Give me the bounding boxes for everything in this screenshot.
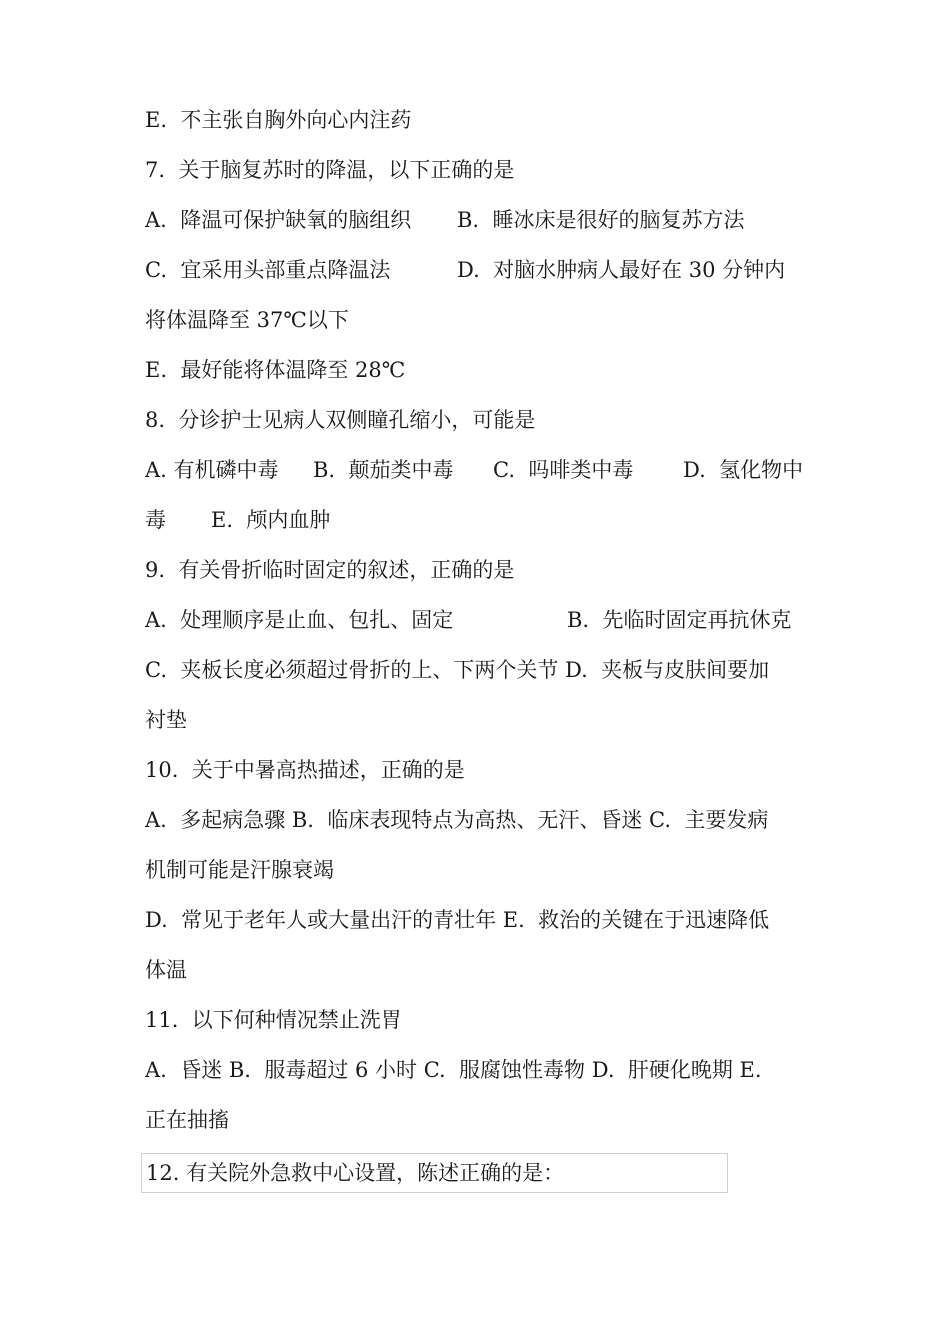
line-text: E. 不主张自胸外向心内注药 <box>145 108 412 132</box>
option-line <box>145 653 810 687</box>
continuation-line <box>145 1103 810 1137</box>
option-line <box>145 603 810 637</box>
question-box <box>141 1153 728 1193</box>
line-text: 体温 <box>145 958 187 982</box>
continuation-line <box>145 303 810 337</box>
continuation-line <box>145 853 810 887</box>
continuation-line <box>145 503 810 537</box>
line-text: 11. 以下何种情况禁止洗胃 <box>145 1008 402 1032</box>
line-text: E. 最好能将体温降至 28℃ <box>145 358 406 382</box>
option-line <box>145 453 810 487</box>
option-text: A. 有机磷中毒 <box>145 458 279 482</box>
option-text: C. 吗啡类中毒 <box>493 458 634 482</box>
option-text: 毒 <box>145 508 166 532</box>
line-text: 9. 有关骨折临时固定的叙述，正确的是 <box>145 558 515 582</box>
line-text: 将体温降至 37℃以下 <box>145 308 349 332</box>
line-text: 机制可能是汗腺衰竭 <box>145 858 334 882</box>
line-text: 7. 关于脑复苏时的降温，以下正确的是 <box>145 158 515 182</box>
option-text: D. 氢化物中 <box>683 458 804 482</box>
option-line <box>145 103 810 137</box>
question-line <box>145 1003 810 1037</box>
option-text: A. 处理顺序是止血、包扎、固定 <box>145 608 454 632</box>
option-text: B. 睡冰床是很好的脑复苏方法 <box>457 208 745 232</box>
question-line <box>145 403 810 437</box>
line-text: A. 多起病急骤 B. 临床表现特点为高热、无汗、昏迷 C. 主要发病 <box>145 808 769 832</box>
question-text: 12. 有关院外急救中心设置，陈述正确的是： <box>146 1161 565 1185</box>
question-line <box>145 153 810 187</box>
option-line <box>145 803 810 837</box>
option-text: B. 颠茄类中毒 <box>313 458 454 482</box>
line-text: 8. 分诊护士见病人双侧瞳孔缩小，可能是 <box>145 408 536 432</box>
question-line <box>145 553 810 587</box>
option-text: C. 宜采用头部重点降温法 <box>145 258 391 282</box>
continuation-line <box>145 953 810 987</box>
line-text: 正在抽搐 <box>145 1108 229 1132</box>
option-text: A. 降温可保护缺氧的脑组织 <box>145 208 412 232</box>
line-text: D. 常见于老年人或大量出汗的青壮年 E. 救治的关键在于迅速降低 <box>145 908 770 932</box>
option-line <box>145 1053 810 1087</box>
option-text: D. 对脑水肿病人最好在 30 分钟内 <box>457 258 786 282</box>
option-line <box>145 203 810 237</box>
line-text: A. 昏迷 B. 服毒超过 6 小时 C. 服腐蚀性毒物 D. 肝硬化晚期 E. <box>145 1058 762 1082</box>
option-text: B. 先临时固定再抗休克 <box>567 608 792 632</box>
option-line <box>145 253 810 287</box>
question-line <box>145 753 810 787</box>
option-text: E. 颅内血肿 <box>211 508 331 532</box>
continuation-line <box>145 703 810 737</box>
option-line <box>145 353 810 387</box>
option-line <box>145 903 810 937</box>
line-text: 10. 关于中暑高热描述，正确的是 <box>145 758 465 782</box>
line-text: 衬垫 <box>145 708 187 732</box>
line-text: C. 夹板长度必须超过骨折的上、下两个关节 D. 夹板与皮肤间要加 <box>145 658 770 682</box>
